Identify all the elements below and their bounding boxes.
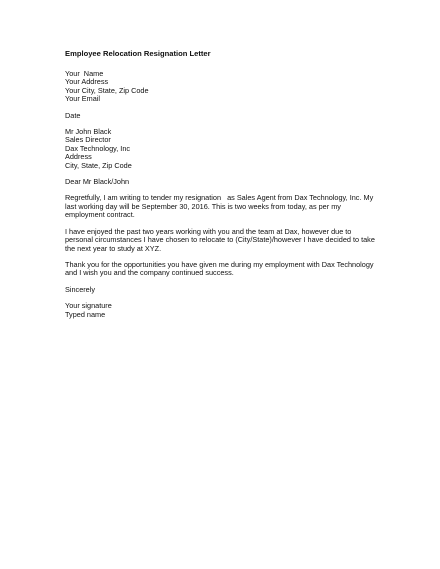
sender-street: Your Address bbox=[65, 77, 109, 87]
letter-content bbox=[65, 49, 377, 327]
body-paragraph-2 bbox=[65, 228, 377, 253]
body-paragraph-3 bbox=[65, 261, 377, 278]
letter-title: Employee Relocation Resignation Letter bbox=[65, 49, 211, 58]
sender-city: Your City, State, Zip Code bbox=[65, 85, 149, 95]
sender-address bbox=[65, 70, 377, 104]
recipient-city: City, State, Zip Code bbox=[65, 160, 132, 170]
body-paragraph-1 bbox=[65, 194, 377, 219]
recipient-street: Address bbox=[65, 152, 92, 162]
paragraph-line: employment contract. bbox=[65, 210, 135, 220]
paragraph-line: last working day will be September 30, 2016. This is two weeks from today, as per my bbox=[65, 201, 341, 211]
typed-name-line: Typed name bbox=[65, 309, 106, 319]
recipient-address bbox=[65, 128, 377, 170]
letter-date: Date bbox=[65, 110, 81, 120]
paragraph-line: the next year to study at XYZ. bbox=[65, 243, 162, 253]
recipient-title: Sales Director bbox=[65, 135, 111, 145]
salutation: Dear Mr Black/John bbox=[65, 177, 130, 187]
signature-block bbox=[65, 302, 377, 319]
recipient-company: Dax Technology, Inc bbox=[65, 143, 131, 153]
sender-name: Your Name bbox=[65, 69, 104, 78]
paragraph-line: Regretfully, I am writing to tender my resignation as Sales Agent from Dax Technology, Inc. My bbox=[65, 193, 374, 203]
signature-line: Your signature bbox=[65, 301, 112, 311]
paragraph-line: and I wish you and the company continued success. bbox=[65, 268, 234, 278]
paragraph-line: personal circumstances I have chosen to relocate to (City/State)/however I have decided to take bbox=[65, 235, 375, 245]
paragraph-line: I have enjoyed the past two years working with you and the team at Dax, however due to bbox=[65, 226, 352, 236]
recipient-name: Mr John Black bbox=[65, 127, 112, 137]
paragraph-line: Thank you for the opportunities you have given me during my employment with Dax Technology bbox=[65, 259, 374, 269]
closing: Sincerely bbox=[65, 284, 96, 294]
sender-email: Your Email bbox=[65, 94, 101, 104]
